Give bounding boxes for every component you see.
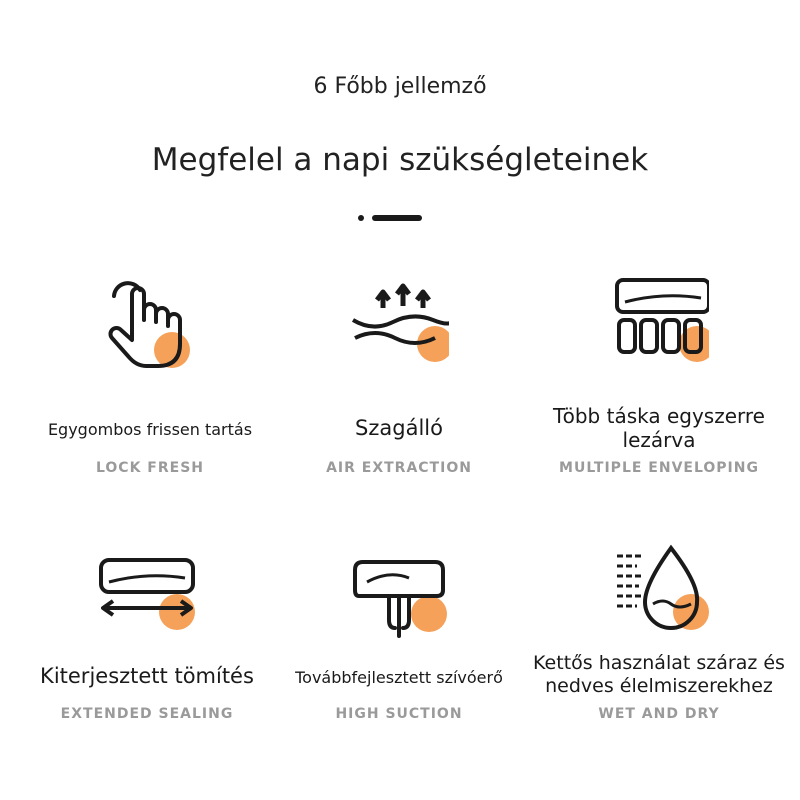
section-divider bbox=[356, 214, 426, 222]
high-suction-icon bbox=[349, 548, 449, 648]
page-headline: Megfelel a napi szükségleteinek bbox=[151, 142, 649, 178]
feature-title: Továbbfejlesztett szívóerő bbox=[295, 668, 503, 687]
feature-caption: HIGH SUCTION bbox=[335, 706, 463, 722]
feature-caption: WET AND DRY bbox=[598, 706, 720, 722]
feature-title: Egygombos frissen tartás bbox=[47, 420, 253, 439]
extended-sealing-icon bbox=[97, 548, 197, 648]
air-extraction-icon bbox=[349, 272, 449, 372]
feature-caption: MULTIPLE ENVELOPING bbox=[559, 460, 759, 476]
feature-title: Több táska egyszerre lezárva bbox=[553, 404, 765, 452]
multiple-bags-icon bbox=[609, 272, 709, 372]
divider-bar bbox=[372, 215, 422, 221]
wet-dry-drop-icon bbox=[609, 540, 709, 640]
tap-hand-icon bbox=[100, 272, 200, 372]
feature-title: Kettős használat száraz és nedves élelmiszerekhez bbox=[533, 652, 785, 697]
feature-title: Kiterjesztett tömítés bbox=[40, 664, 254, 688]
divider-dot bbox=[358, 215, 364, 221]
page-subtitle: 6 Főbb jellemző bbox=[313, 74, 487, 99]
feature-caption: EXTENDED SEALING bbox=[60, 706, 234, 722]
feature-caption: AIR EXTRACTION bbox=[326, 460, 472, 476]
feature-caption: LOCK FRESH bbox=[95, 460, 205, 476]
feature-title: Szagálló bbox=[355, 416, 443, 440]
